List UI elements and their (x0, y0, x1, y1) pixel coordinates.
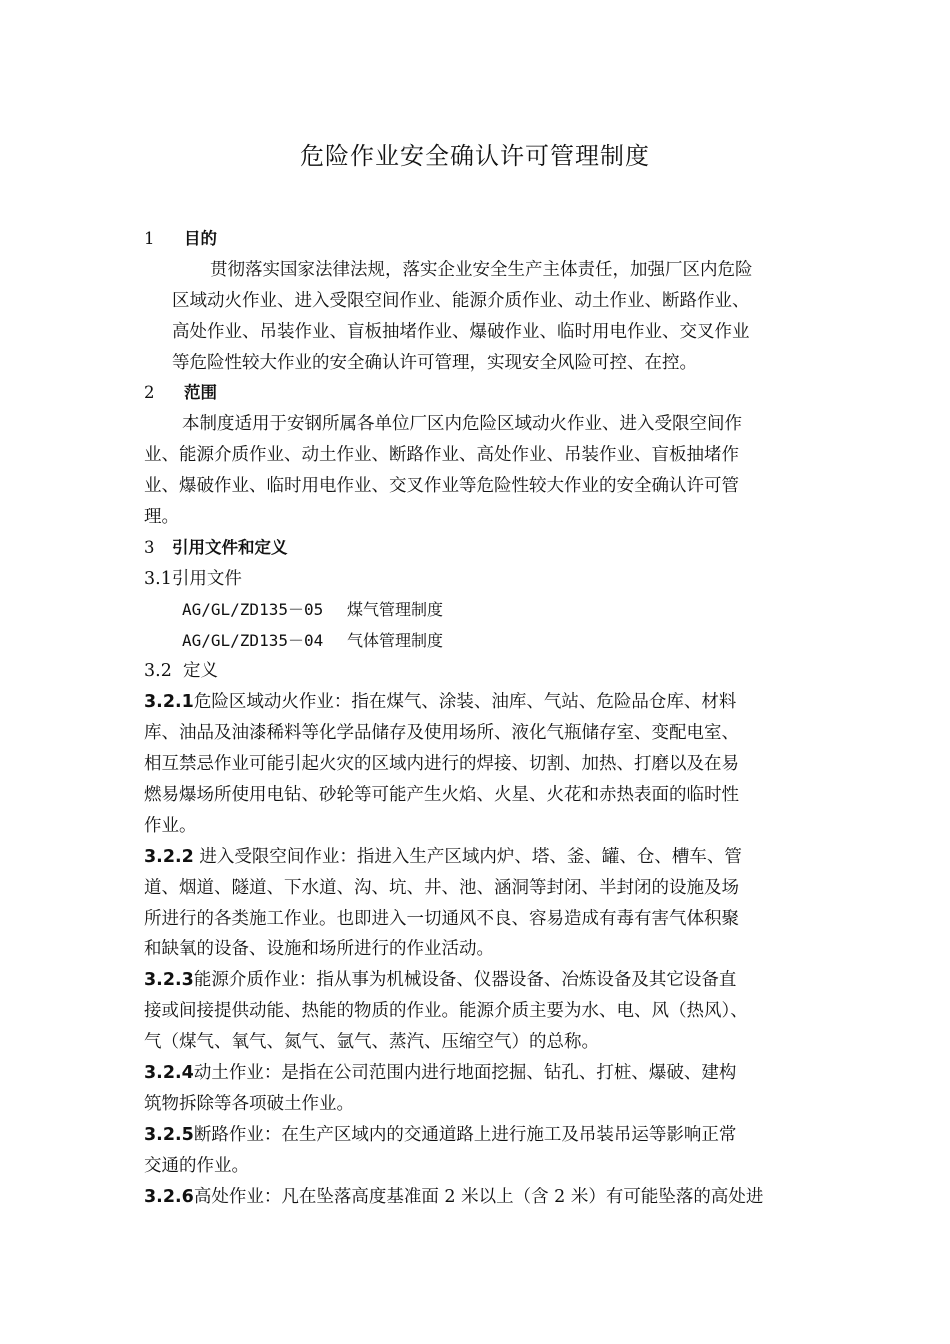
paragraph-line: 作业。 (144, 815, 197, 836)
paragraph-line: 断路作业：在生产区域内的交通道路上进行施工及吊装吊运等影响正常 (193, 1124, 737, 1145)
section-number: 2 (144, 383, 155, 403)
paragraph-line: 所进行的各类施工作业。也即进入一切通风不良、容易造成有毒有害气体积聚 (144, 908, 739, 929)
paragraph-line: 道、烟道、隧道、下水道、沟、坑、井、池、涵洞等封闭、半封闭的设施及场 (144, 877, 739, 898)
definition-3-2-4 (144, 1058, 824, 1089)
section-number: 1 (144, 229, 155, 248)
definition-number: 3.2.2 (144, 846, 194, 867)
paragraph-line: 相互禁忌作业可能引起火灾的区域内进行的焊接、切割、加热、打磨以及在易 (144, 754, 739, 775)
definition-3-2-3 (144, 965, 824, 996)
paragraph-line: 理。 (144, 507, 179, 528)
paragraph-line: 燃易爆场所使用电钻、砂轮等可能产生火焰、火星、火花和赤热表面的临时性 (144, 785, 739, 806)
reference-name: 气体管理制度 (347, 630, 444, 650)
subsection-label: 引用文件 (171, 568, 242, 589)
paragraph-line: 接或间接提供动能、热能的物质的作业。能源介质主要为水、电、风（热风）、 (144, 1001, 748, 1022)
subsection-number: 3.2 (144, 661, 172, 682)
section-1-body (144, 255, 824, 379)
section-1-heading (144, 224, 824, 255)
paragraph-line: 区域动火作业、进入受限空间作业、能源介质作业、动土作业、断路作业、 (172, 290, 750, 311)
paragraph-line: 筑物拆除等各项破土作业。 (144, 1093, 354, 1114)
reference-item (144, 595, 824, 626)
subsection-number: 3.1 (144, 568, 172, 589)
paragraph-line: 业、爆破作业、临时用电作业、交叉作业等危险性较大作业的安全确认许可管 (144, 476, 739, 497)
paragraph-line: 气（煤气、氧气、氮气、氩气、蒸汽、压缩空气）的总称。 (144, 1032, 599, 1053)
definition-3-2-5 (144, 1120, 824, 1151)
paragraph-line: 交通的作业。 (144, 1155, 249, 1176)
section-title: 引用文件和定义 (172, 537, 288, 557)
paragraph-line: 和缺氧的设备、设施和场所进行的作业活动。 (144, 939, 494, 960)
paragraph-line: 高处作业、吊装作业、盲板抽堵作业、爆破作业、临时用电作业、交叉作业 (172, 321, 750, 342)
paragraph-line: 业、能源介质作业、动土作业、断路作业、高处作业、吊装作业、盲板抽堵作 (144, 445, 739, 466)
document-title: 危险作业安全确认许可管理制度 (300, 142, 650, 170)
reference-code: AG/GL/ZD135－04 (182, 630, 324, 650)
definition-3-2-1 (144, 687, 824, 718)
section-3-heading (144, 533, 824, 564)
section-2-heading (144, 378, 824, 409)
definition-3-2-2 (144, 842, 824, 873)
subsection-3-2 (144, 656, 824, 687)
reference-code: AG/GL/ZD135－05 (182, 599, 324, 619)
paragraph-line: 库、油品及油漆稀料等化学品储存及使用场所、液化气瓶储存室、变配电室、 (144, 723, 739, 744)
section-title: 范围 (184, 383, 217, 403)
paragraph-line: 贯彻落实国家法律法规，落实企业安全生产主体责任，加强厂区内危险 (210, 259, 753, 280)
paragraph-line: 高处作业：凡在坠落高度基准面 2 米以上（含 2 米）有可能坠落的高处进 (193, 1186, 764, 1207)
definition-number: 3.2.6 (144, 1186, 194, 1207)
subsection-3-1 (144, 564, 824, 595)
paragraph-line: 动土作业：是指在公司范围内进行地面挖掘、钻孔、打桩、爆破、建构 (193, 1063, 737, 1084)
document-body (144, 224, 824, 1213)
paragraph-line: 等危险性较大作业的安全确认许可管理，实现安全风险可控、在控。 (172, 352, 697, 373)
definition-number: 3.2.1 (144, 692, 194, 713)
definition-number: 3.2.4 (144, 1063, 194, 1084)
definition-3-2-6 (144, 1182, 824, 1213)
section-title: 目的 (184, 229, 217, 248)
definition-number: 3.2.5 (144, 1124, 194, 1145)
reference-name: 煤气管理制度 (347, 599, 444, 619)
section-number: 3 (144, 537, 155, 557)
definition-number: 3.2.3 (144, 970, 194, 991)
paragraph-line: 本制度适用于安钢所属各单位厂区内危险区域动火作业、进入受限空间作 (182, 414, 742, 435)
reference-item (144, 626, 824, 657)
paragraph-line: 进入受限空间作业：指进入生产区域内炉、塔、釜、罐、仓、槽车、管 (193, 846, 742, 867)
subsection-label: 定义 (182, 661, 218, 682)
paragraph-line: 危险区域动火作业：指在煤气、涂装、油库、气站、危险品仓库、材料 (193, 692, 737, 713)
paragraph-line: 能源介质作业：指从事为机械设备、仪器设备、冶炼设备及其它设备直 (193, 970, 737, 991)
